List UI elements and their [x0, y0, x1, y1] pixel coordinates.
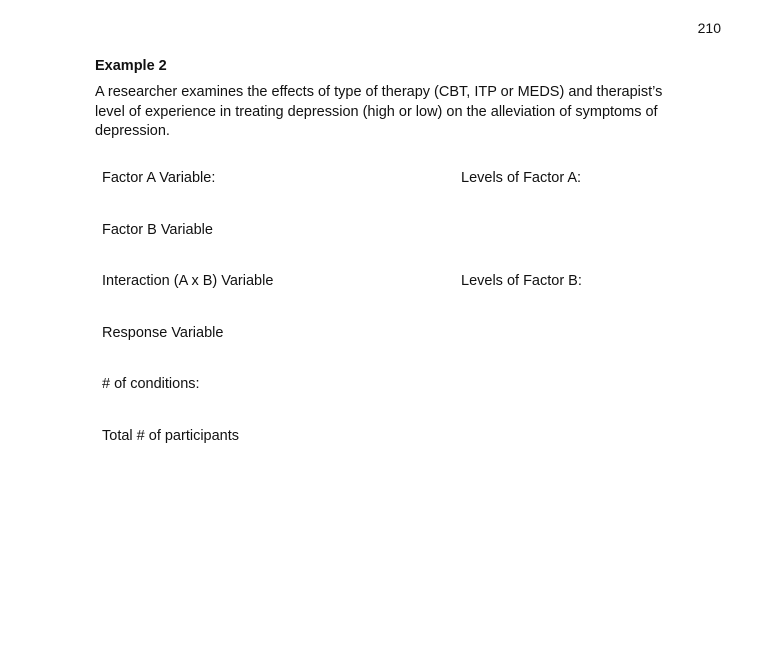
example-title: Example 2: [95, 58, 167, 74]
factor-b-variable-label: Factor B Variable: [102, 222, 213, 238]
problem-prompt: A researcher examines the effects of type of therapy (CBT, ITP or MEDS) and therapist’s level of experience in treating depression (high or low) on the alleviation of symptoms of depression.: [95, 84, 663, 139]
total-participants-label: Total # of participants: [102, 428, 240, 444]
response-variable-label: Response Variable: [102, 325, 224, 341]
number-of-conditions-label: # of conditions:: [102, 376, 200, 392]
factor-a-variable-label: Factor A Variable:: [102, 170, 216, 186]
interaction-variable-label: Interaction (A x B) Variable: [102, 273, 274, 289]
page-number: 210: [697, 20, 721, 36]
levels-factor-a-label: Levels of Factor A:: [461, 170, 582, 186]
levels-factor-b-label: Levels of Factor B:: [461, 273, 582, 289]
